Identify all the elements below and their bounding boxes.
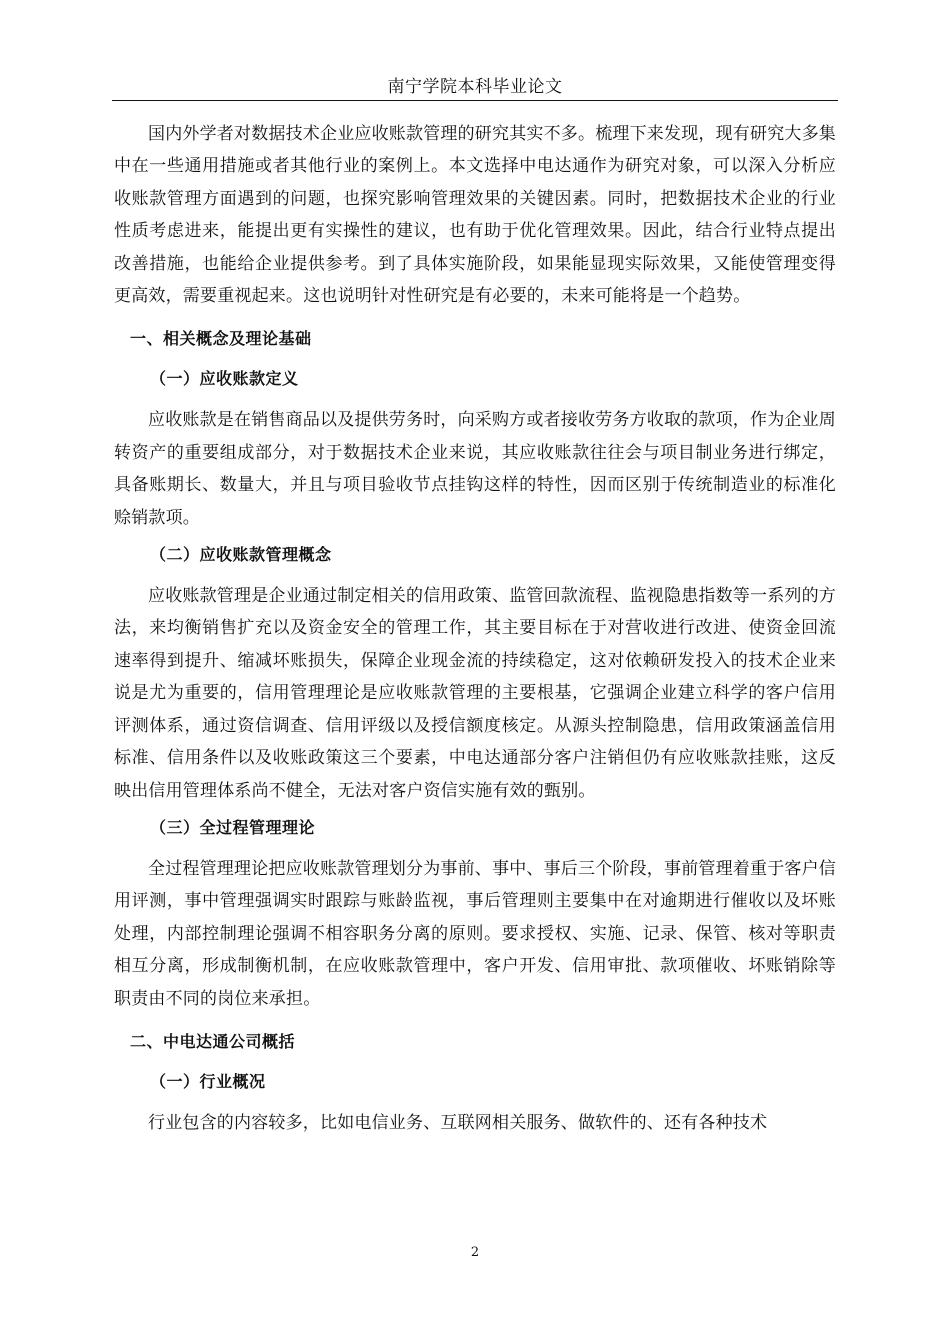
page-body bbox=[114, 118, 836, 1139]
industry-overview-paragraph: 行业包含的内容较多，比如电信业务、互联网相关服务、做软件的、还有各种技术 bbox=[148, 1112, 768, 1133]
section-heading-company-overview: 二、中电达通公司概括 bbox=[130, 1031, 296, 1051]
full-process-paragraph: 全过程管理理论把应收账款管理划分为事前、事中、事后三个阶段，事前管理着重于客户信用评测，事中管理强调实时跟踪与账龄监视，事后管理则主要集中在对逾期进行催收以及坏账处理，内部控制理论强调不相容职务分离的原则。要求授权、实施、记录、保管、核对等职责相互分离，形成制衡机制，在应收账款管理中，客户开发、信用审批、款项催收、坏账销除等职责由不同的岗位来承担。 bbox=[114, 858, 836, 1009]
subsection-heading-ar-definition: （一）应收账款定义 bbox=[150, 369, 299, 389]
subsection-heading-industry-overview: （一）行业概况 bbox=[150, 1071, 266, 1091]
page-number: 2 bbox=[470, 1245, 480, 1260]
section-heading-concepts: 一、相关概念及理论基础 bbox=[130, 329, 312, 349]
intro-paragraph: 国内外学者对数据技术企业应收账款管理的研究其实不多。梳理下来发现，现有研究大多集中在一些通用措施或者其他行业的案例上。本文选择中电达通作为研究对象，可以深入分析应收账款管理方面遇到的问题，也探究影响管理效果的关键因素。同时，把数据技术企业的行业性质考虑进来，能提出更有实操性的建议，也有助于优化管理效果。因此，结合行业特点提出改善措施，也能给企业提供参考。到了具体实施阶段，如果能显现实际效果，又能使管理变得更高效，需要重视起来。这也说明针对性研究是有必要的，未来可能将是一个趋势。 bbox=[114, 124, 836, 307]
subsection-heading-full-process: （三）全过程管理理论 bbox=[150, 817, 316, 837]
subsection-heading-ar-management: （二）应收账款管理概念 bbox=[150, 545, 332, 565]
header-divider bbox=[112, 100, 838, 101]
ar-management-paragraph: 应收账款管理是企业通过制定相关的信用政策、监管回款流程、监视隐患指数等一系列的方法，来均衡销售扩充以及资金安全的管理工作，其主要目标在于对营收进行改进、使资金回流速率得到提升、缩减坏账损失，保障企业现金流的持续稳定，这对依赖研发投入的技术企业来说是尤为重要的，信用管理理论是应收账款管理的主要根基，它强调企业建立科学的客户信用评测体系，通过资信调查、信用评级以及授信额度核定。从源头控制隐患，信用政策涵盖信用标准、信用条件以及收账政策这三个要素，中电达通部分客户注销但仍有应收账款挂账，这反映出信用管理体系尚不健全，无法对客户资信实施有效的甄别。 bbox=[114, 586, 836, 801]
running-header: 南宁学院本科毕业论文 bbox=[387, 77, 563, 97]
ar-definition-paragraph: 应收账款是在销售商品以及提供劳务时，向采购方或者接收劳务方收取的款项，作为企业周转资产的重要组成部分，对于数据技术企业来说，其应收账款往往会与项目制业务进行绑定，具备账期长、数量大，并且与项目验收节点挂钩这样的特性，因而区别于传统制造业的标准化赊销款项。 bbox=[114, 410, 836, 528]
